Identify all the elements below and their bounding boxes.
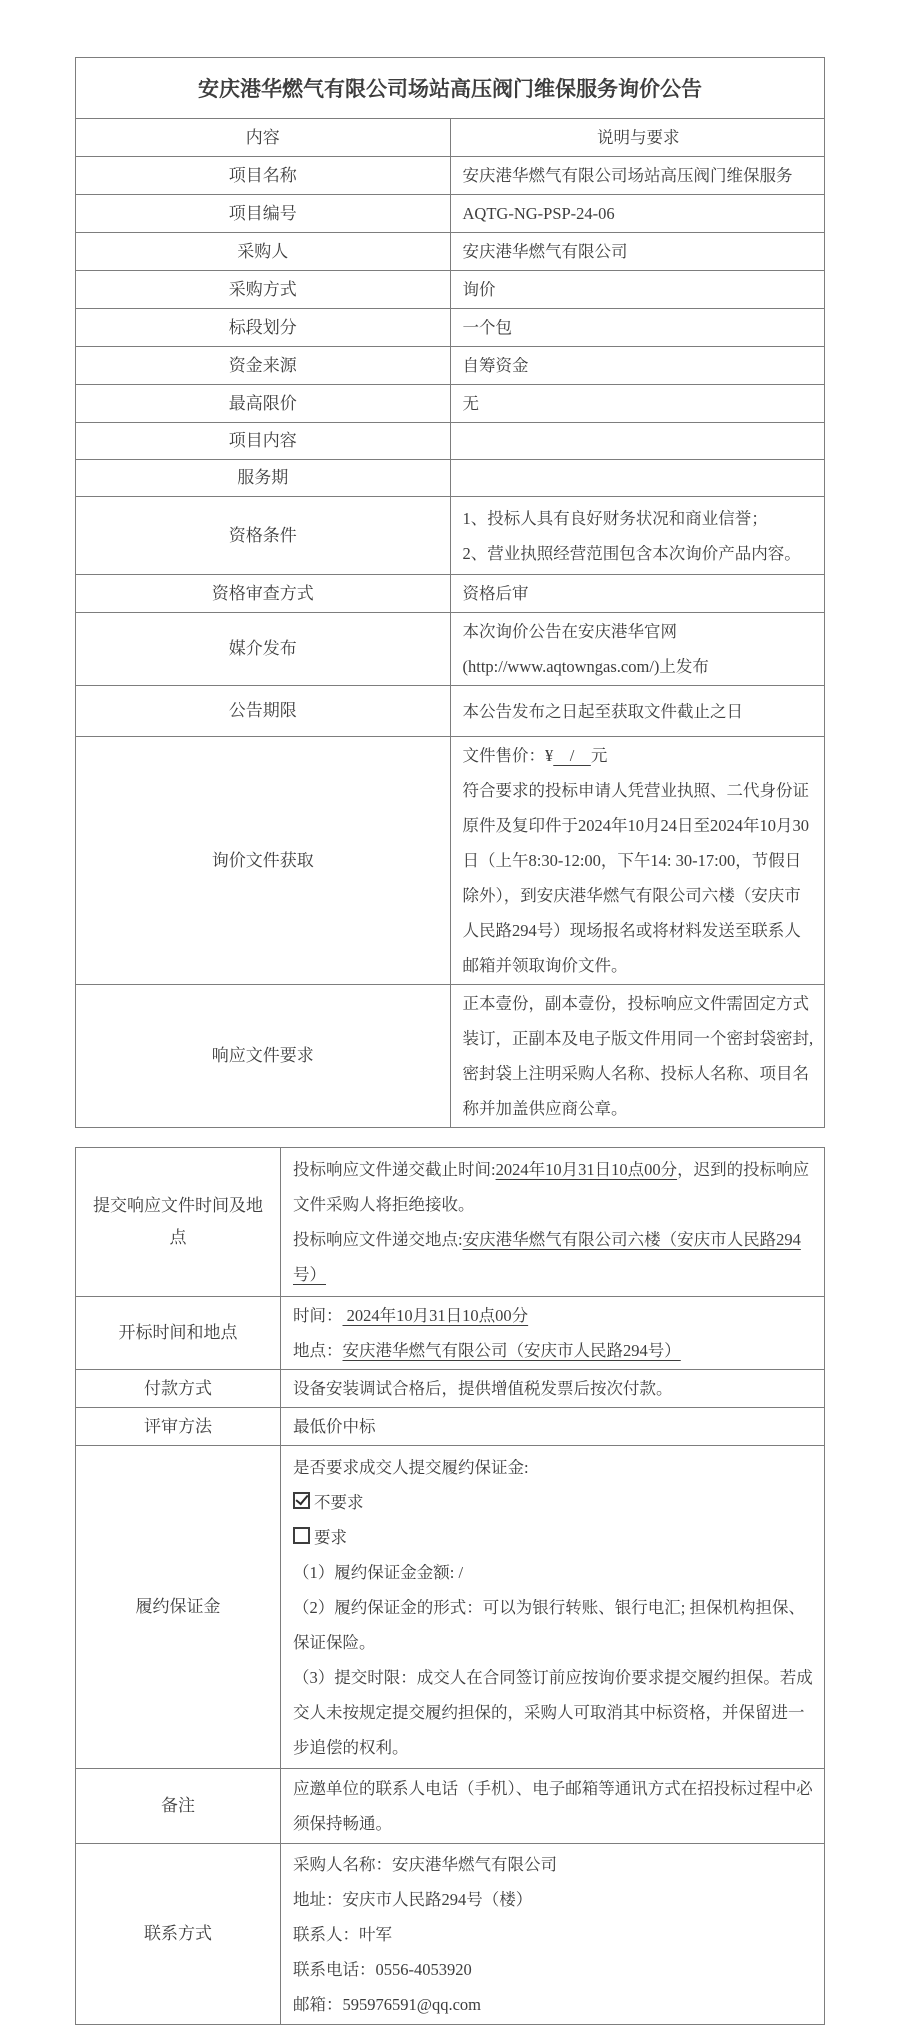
text-line — [463, 576, 815, 611]
text-line — [463, 386, 815, 421]
submission-contact-table-body — [76, 1148, 825, 2025]
table-row — [76, 497, 825, 575]
text-segment: 是否要求成交人提交履约保证金: — [293, 1457, 529, 1477]
text-line — [293, 1333, 814, 1368]
field-label-cell: 项目内容 — [76, 423, 451, 460]
field-value-cell — [450, 575, 825, 613]
field-value-cell — [281, 1844, 825, 2025]
table-row — [76, 575, 825, 613]
field-value-cell — [450, 613, 825, 686]
text-line — [293, 1409, 814, 1444]
text-segment: （3）提交时限：成交人在合同签订前应按询价要求提交履约担保。若成交人未按规定提交履约担保的，采购人可取消其中标资格，并保留进一步追偿的权利。 — [293, 1667, 813, 1757]
text-line — [463, 694, 815, 729]
table-row — [76, 985, 825, 1128]
document-title: 安庆港华燃气有限公司场站高压阀门维保服务询价公告 — [76, 58, 825, 119]
field-label-cell: 项目名称 — [76, 157, 451, 195]
text-segment: 文件售价：¥ — [462, 746, 554, 765]
text-segment: 说明与要求 — [597, 128, 680, 147]
field-label-cell: 服务期 — [76, 460, 451, 497]
inquiry-announcement-table — [75, 57, 825, 1128]
table-row — [76, 737, 825, 985]
text-line — [463, 348, 815, 383]
text-segment: 1、投标人具有良好财务状况和商业信誉； — [462, 508, 768, 528]
field-label-cell: 标段划分 — [76, 309, 451, 347]
text-line — [293, 1771, 814, 1841]
table-row — [76, 613, 825, 686]
text-line — [293, 1450, 814, 1485]
text-line — [463, 536, 815, 571]
text-segment: 不要求 — [314, 1492, 364, 1512]
table-row — [76, 1370, 825, 1408]
text-line — [293, 1590, 814, 1660]
field-label-cell: 采购人 — [76, 233, 451, 271]
field-value-cell — [281, 1370, 825, 1408]
table-row — [76, 309, 825, 347]
text-segment: 一个包 — [462, 318, 512, 337]
field-value-cell — [450, 497, 825, 575]
text-line — [463, 272, 815, 307]
field-value-cell — [450, 385, 825, 423]
table-row — [76, 686, 825, 737]
underlined-text: / — [553, 746, 591, 765]
text-line — [463, 986, 815, 1126]
text-segment: 采购人名称：安庆港华燃气有限公司 — [293, 1854, 557, 1874]
field-value-cell — [450, 460, 825, 497]
field-label-cell: 公告期限 — [76, 686, 451, 737]
text-segment: 资格后审 — [462, 584, 529, 603]
text-segment: 本次询价公告在安庆港华官网(http://www.aqtowngas.com/)上发布 — [462, 622, 709, 676]
text-line — [463, 738, 815, 773]
field-label-cell: 资金来源 — [76, 347, 451, 385]
field-label-cell: 内容 — [76, 119, 451, 157]
text-segment: AQTG-NG-PSP-24-06 — [462, 204, 615, 223]
text-line — [293, 1987, 814, 2022]
table-row — [76, 1769, 825, 1844]
table-row — [76, 1446, 825, 1769]
field-label-cell: 媒介发布 — [76, 613, 451, 686]
underlined-text: 2024年10月31日10点00分 — [495, 1160, 678, 1179]
text-segment: ，迟到的投标响应文件采购人将拒绝接收。 — [293, 1160, 810, 1214]
text-line — [463, 773, 815, 983]
table-row — [76, 195, 825, 233]
text-line — [293, 1847, 814, 1882]
text-segment: 联系电话：0556-4053920 — [293, 1959, 472, 1979]
text-segment: 本公告发布之日起至获取文件截止之日 — [462, 701, 743, 721]
column-header-row — [76, 119, 825, 157]
field-value-cell — [450, 985, 825, 1128]
text-line — [463, 120, 815, 155]
field-value-cell — [450, 686, 825, 737]
field-value-cell — [450, 119, 825, 157]
table-row — [76, 157, 825, 195]
text-segment: 应邀单位的联系人电话（手机）、电子邮箱等通讯方式在招投标过程中必须保持畅通。 — [293, 1779, 813, 1833]
text-segment: 符合要求的投标申请人凭营业执照、二代身份证原件及复印件于2024年10月24日至2024年10月30日（上午8:30-12:00，下午14: 30-17:00，节假日除外），到安庆港华燃气有限公司六楼（安庆市人民路294号）现场报名或将材料发送至联系人邮箱并领取询价文件。 — [462, 781, 809, 975]
field-value-cell — [450, 309, 825, 347]
field-label-cell: 付款方式 — [76, 1370, 281, 1408]
field-value-cell — [450, 195, 825, 233]
field-label-cell: 评审方法 — [76, 1408, 281, 1446]
field-value-cell — [281, 1148, 825, 1297]
text-line — [463, 614, 815, 684]
text-line — [293, 1298, 814, 1333]
text-segment: 时间： — [293, 1306, 343, 1325]
table-row — [76, 1297, 825, 1370]
text-segment: 询价 — [462, 280, 496, 299]
text-segment: 投标响应文件递交地点: — [293, 1230, 463, 1249]
underlined-text: 安庆港华燃气有限公司六楼（安庆市人民路294号） — [293, 1230, 801, 1284]
text-segment: 要求 — [314, 1527, 347, 1547]
text-segment: 设备安装调试合格后，提供增值税发票后按次付款。 — [293, 1379, 673, 1398]
field-value-cell — [281, 1769, 825, 1844]
field-label-cell: 资格条件 — [76, 497, 451, 575]
field-label-cell: 备注 — [76, 1769, 281, 1844]
inquiry-announcement-table-body — [76, 58, 825, 1128]
text-segment: 元 — [590, 746, 608, 765]
field-label-cell: 响应文件要求 — [76, 985, 451, 1128]
text-segment: 2、营业执照经营范围包含本次询价产品内容。 — [462, 543, 801, 563]
submission-contact-table — [75, 1147, 825, 2025]
text-line — [293, 1485, 814, 1520]
text-segment: 安庆港华燃气有限公司场站高压阀门维保服务 — [462, 166, 793, 185]
field-value-cell — [450, 423, 825, 460]
field-value-cell — [450, 157, 825, 195]
table-row — [76, 233, 825, 271]
table-row — [76, 1844, 825, 2025]
table-row — [76, 385, 825, 423]
table-row — [76, 460, 825, 497]
text-segment: 无 — [462, 394, 479, 413]
text-line — [293, 1917, 814, 1952]
text-segment: 投标响应文件递交截止时间: — [293, 1160, 496, 1179]
field-label-cell: 提交响应文件时间及地点 — [76, 1148, 281, 1297]
title-row — [76, 58, 825, 119]
text-line — [293, 1371, 814, 1406]
text-line — [293, 1555, 814, 1590]
text-line — [463, 158, 815, 193]
text-line — [293, 1660, 814, 1765]
field-value-cell — [450, 271, 825, 309]
text-segment: 正本壹份，副本壹份，投标响应文件需固定方式装订，正副本及电子版文件用同一个密封袋密封,密封袋上注明采购人名称、投标人名称、项目名称并加盖供应商公章。 — [462, 994, 814, 1118]
table-row — [76, 271, 825, 309]
text-line — [293, 1520, 814, 1555]
text-segment: 最低价中标 — [293, 1417, 376, 1436]
field-value-cell — [450, 737, 825, 985]
text-line — [463, 501, 815, 536]
text-segment: 安庆港华燃气有限公司 — [462, 242, 628, 261]
field-label-cell: 联系方式 — [76, 1844, 281, 2025]
text-segment: 自筹资金 — [462, 356, 529, 375]
field-label-cell: 履约保证金 — [76, 1446, 281, 1769]
field-label-cell: 询价文件获取 — [76, 737, 451, 985]
unchecked-checkbox-icon — [293, 1527, 310, 1544]
text-segment: 地点： — [293, 1341, 343, 1360]
field-label-cell: 采购方式 — [76, 271, 451, 309]
text-line — [293, 1152, 814, 1222]
text-line — [293, 1952, 814, 1987]
table-row — [76, 423, 825, 460]
field-value-cell — [281, 1408, 825, 1446]
field-label-cell: 项目编号 — [76, 195, 451, 233]
field-value-cell — [450, 233, 825, 271]
underlined-text: 2024年10月31日10点00分 — [342, 1306, 529, 1325]
text-line — [293, 1222, 814, 1292]
field-value-cell — [281, 1297, 825, 1370]
text-segment: （1）履约保证金金额: / — [293, 1562, 464, 1582]
text-segment: 邮箱：595976591@qq.com — [293, 1994, 481, 2014]
table-row — [76, 1408, 825, 1446]
field-value-cell — [450, 347, 825, 385]
field-label-cell: 开标时间和地点 — [76, 1297, 281, 1370]
checked-checkbox-icon — [293, 1492, 310, 1509]
text-line — [463, 234, 815, 269]
field-value-cell — [281, 1446, 825, 1769]
table-row — [76, 347, 825, 385]
table-row — [76, 1148, 825, 1297]
text-line — [463, 310, 815, 345]
underlined-text: 安庆港华燃气有限公司（安庆市人民路294号） — [342, 1341, 681, 1360]
field-label-cell: 资格审查方式 — [76, 575, 451, 613]
text-segment: （2）履约保证金的形式：可以为银行转账、银行电汇; 担保机构担保、保证保险。 — [293, 1597, 805, 1652]
text-line — [463, 196, 815, 231]
text-segment: 地址：安庆市人民路294号（楼） — [293, 1889, 533, 1909]
text-line — [293, 1882, 814, 1917]
field-label-cell: 最高限价 — [76, 385, 451, 423]
text-segment: 联系人：叶军 — [293, 1924, 392, 1944]
